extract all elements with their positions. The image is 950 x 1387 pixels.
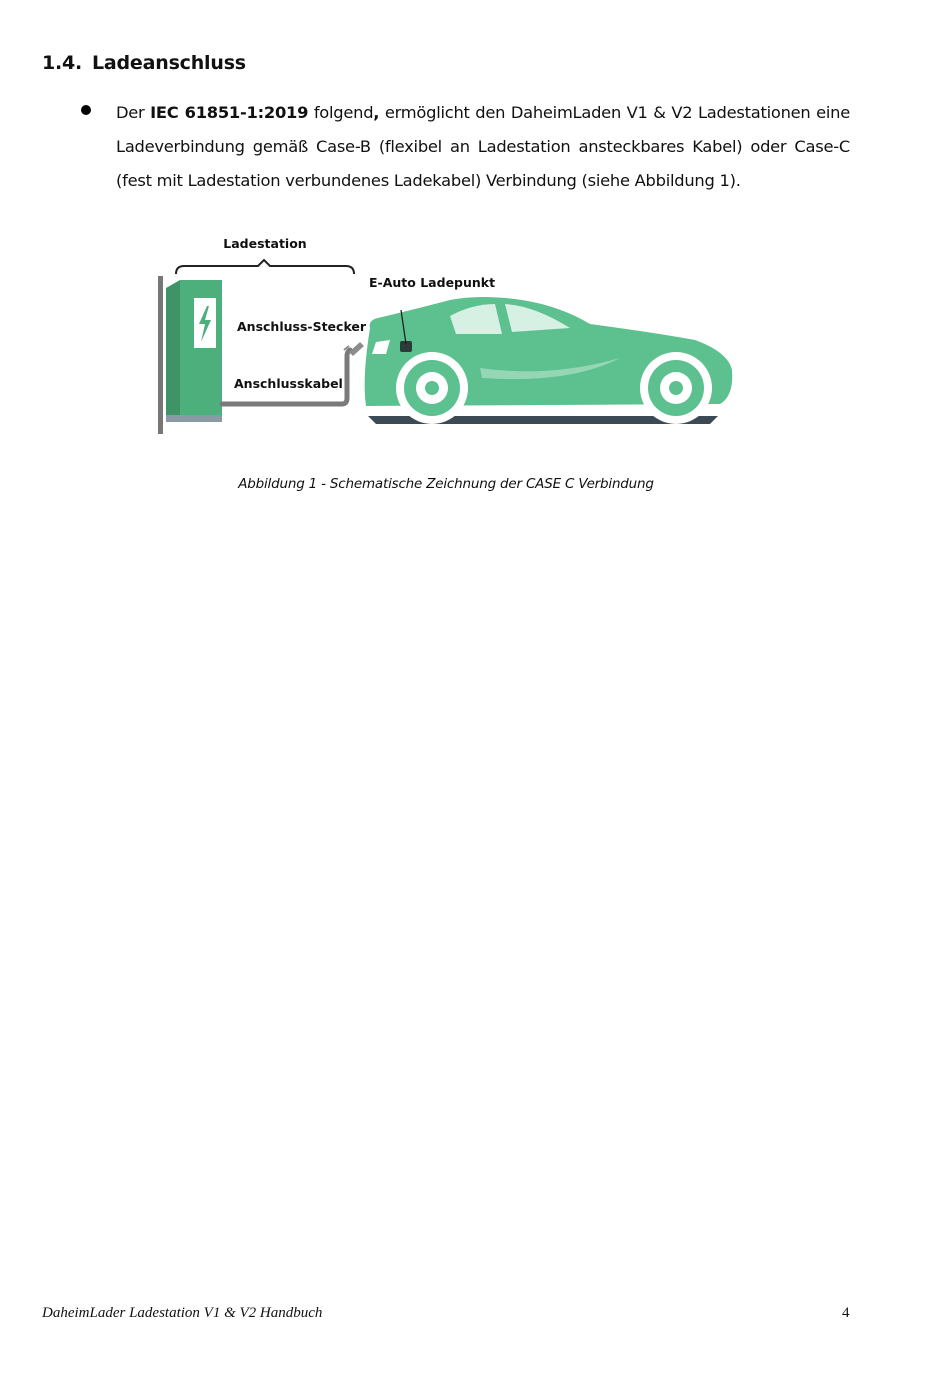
body-paragraph — [116, 96, 850, 198]
charging-station — [166, 280, 222, 422]
section-title: Ladeanschluss — [92, 52, 246, 74]
charge-point-label: E-Auto Ladepunkt — [369, 275, 496, 290]
standard-reference: IEC 61851-1:2019 — [150, 103, 309, 122]
wall-post — [158, 276, 163, 434]
plug-label: Anschluss-Stecker — [237, 319, 367, 334]
cable-label: Anschlusskabel — [234, 376, 343, 391]
electric-car — [365, 297, 733, 424]
station-base — [166, 415, 222, 422]
front-wheel — [396, 352, 468, 424]
rear-wheel — [640, 352, 712, 424]
station-label: Ladestation — [223, 236, 307, 251]
figure-caption: Abbildung 1 - Schematische Zeichnung der CASE C Verbindung — [238, 476, 654, 492]
paragraph-after-standard: folgend — [308, 103, 374, 122]
footer-title: DaheimLader Ladestation V1 & V2 Handbuch — [42, 1305, 323, 1321]
paragraph-rest: ermöglicht den DaheimLaden V1 & V2 Ladestationen eine Ladeverbindung gemäß Case-B (flexibel an Ladestation ansteckbares Kabel) oder Case-C (fest mit Ladestation verbundenes Ladekabel) Verbindung (siehe Abbildung 1). — [116, 103, 850, 190]
paragraph-lead: Der — [116, 103, 151, 122]
station-side — [166, 280, 180, 416]
station-brace — [176, 260, 354, 274]
connection-diagram — [150, 228, 750, 448]
paragraph-comma: , — [373, 103, 380, 122]
section-heading — [42, 52, 246, 74]
page-number: 4 — [842, 1305, 850, 1321]
section-number: 1.4. — [42, 52, 83, 74]
bullet-dot — [81, 105, 91, 115]
